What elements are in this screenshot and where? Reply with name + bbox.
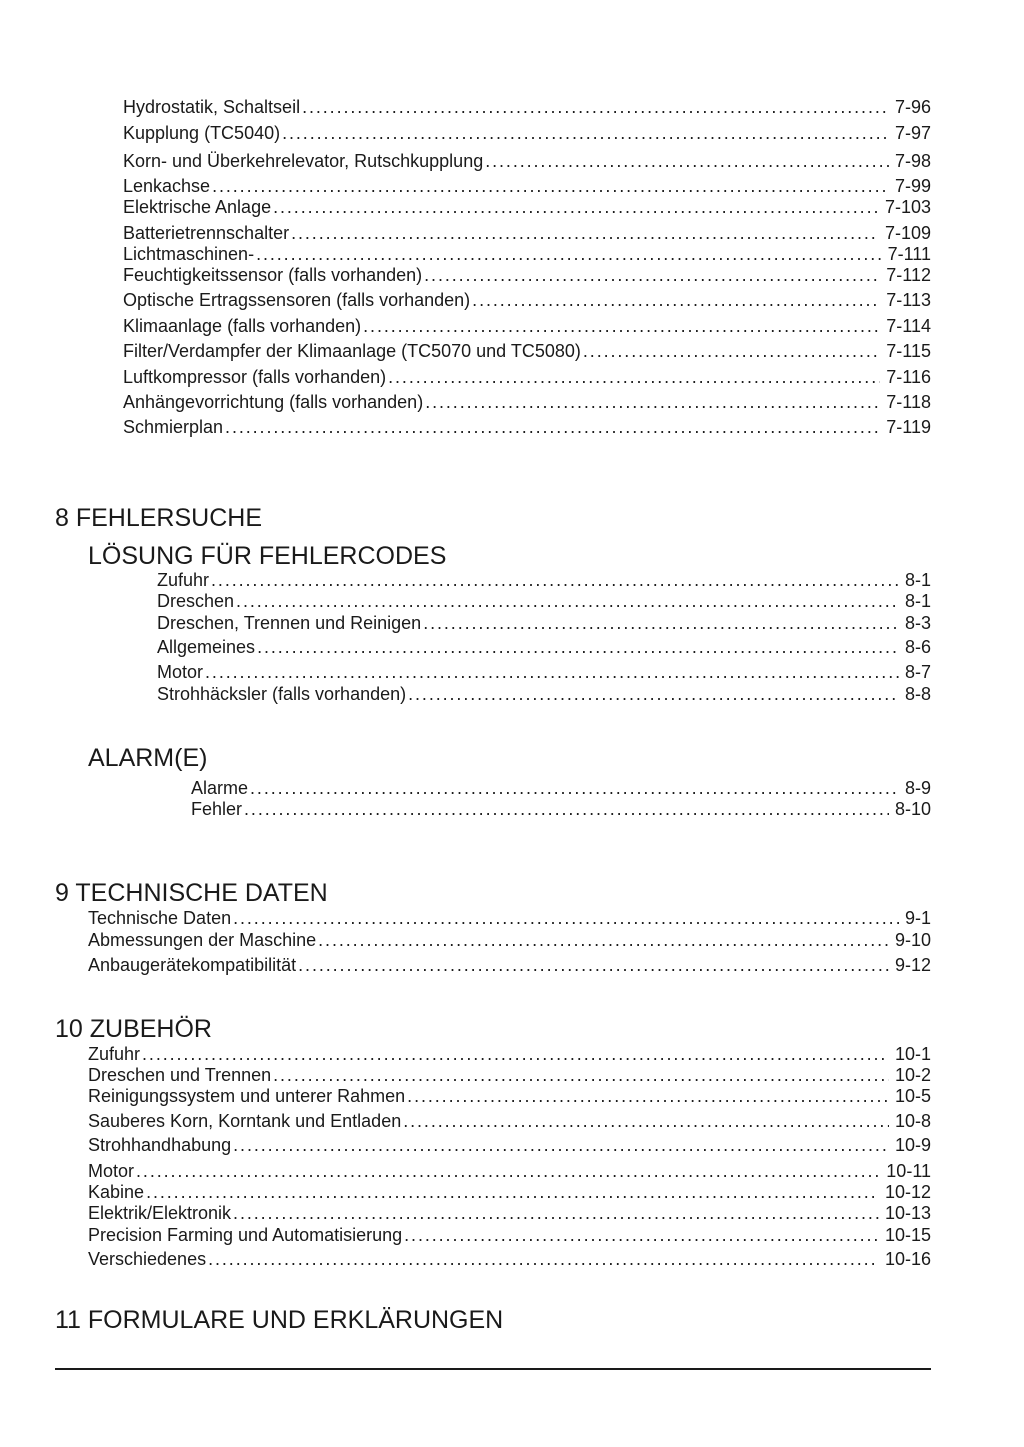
toc-entry-page: 9-10 — [894, 930, 931, 950]
toc-entry-page: 10-9 — [894, 1135, 931, 1155]
toc-entry-label: Lichtmaschinen- — [123, 244, 255, 264]
toc-entry[interactable] — [157, 635, 931, 657]
toc-entry-page: 7-114 — [886, 316, 931, 336]
toc-entry-label: Strohhandhabung — [88, 1135, 232, 1155]
section-heading[interactable]: ALARM(E) — [88, 744, 208, 772]
toc-entry[interactable] — [157, 682, 931, 704]
toc-entry-page: 10-15 — [884, 1225, 931, 1245]
toc-entry-label: Precision Farming und Automatisierung — [88, 1225, 403, 1245]
toc-entry-page: 10-12 — [884, 1182, 931, 1202]
toc-entry-label: Abmessungen der Maschine — [88, 930, 317, 950]
toc-entry-page: 8-7 — [904, 662, 931, 682]
chapter-heading[interactable]: 9 TECHNISCHE DATEN — [55, 879, 328, 907]
toc-entry-page: 8-8 — [904, 684, 931, 704]
chapter-heading[interactable]: 10 ZUBEHÖR — [55, 1015, 212, 1043]
toc-entry-label: Verschiedenes — [88, 1249, 207, 1269]
toc-entry-label: Kabine — [88, 1182, 145, 1202]
toc-entry[interactable] — [88, 1133, 931, 1155]
toc-entry-label: Anbaugerätekompatibilität — [88, 955, 297, 975]
toc-entry[interactable] — [157, 611, 931, 633]
toc-entry[interactable] — [123, 365, 931, 387]
toc-entry-label: Batterietrennschalter — [123, 223, 290, 243]
toc-entry-label: Lenkachse — [123, 176, 211, 196]
toc-entry[interactable] — [123, 314, 931, 336]
toc-entry[interactable] — [88, 1109, 931, 1131]
toc-entry-label: Reinigungssystem und unterer Rahmen — [88, 1086, 406, 1106]
toc-entry-page: 9-12 — [894, 955, 931, 975]
toc-entry-label: Hydrostatik, Schaltseil — [123, 97, 301, 117]
chapter-heading[interactable]: 11 FORMULARE UND ERKLÄRUNGEN — [55, 1306, 504, 1334]
toc-entry[interactable] — [123, 415, 931, 437]
toc-entry[interactable] — [123, 174, 931, 196]
toc-entry[interactable] — [123, 390, 931, 412]
toc-entry-label: Technische Daten — [88, 908, 232, 928]
toc-entry[interactable] — [88, 1159, 931, 1181]
toc-entry[interactable] — [157, 568, 931, 590]
toc-entry[interactable] — [88, 953, 931, 975]
toc-entry-page: 7-116 — [886, 367, 931, 387]
toc-entry[interactable] — [88, 928, 931, 950]
toc-entry-page: 7-111 — [887, 244, 931, 264]
toc-entry-page: 10-13 — [884, 1203, 931, 1223]
toc-entry-page: 8-10 — [894, 799, 931, 819]
toc-entry-label: Fehler — [191, 799, 243, 819]
toc-entry-label: Zufuhr — [88, 1044, 141, 1064]
toc-entry-label: Anhängevorrichtung (falls vorhanden) — [123, 392, 424, 412]
toc-entry[interactable] — [123, 195, 931, 217]
toc-entry-page: 7-112 — [886, 265, 931, 285]
toc-entry-label: Elektrik/Elektronik — [88, 1203, 232, 1223]
toc-entry-page: 8-1 — [904, 591, 931, 611]
toc-entry-label: Alarme — [191, 778, 249, 798]
toc-entry-page: 10-11 — [886, 1161, 931, 1181]
toc-entry-label: Dreschen, Trennen und Reinigen — [157, 613, 422, 633]
toc-entry[interactable] — [123, 339, 931, 361]
toc-entry-page: 8-3 — [904, 613, 931, 633]
toc-entry[interactable] — [157, 660, 931, 682]
toc-entry-label: Feuchtigkeitssensor (falls vorhanden) — [123, 265, 423, 285]
toc-entry-label: Kupplung (TC5040) — [123, 123, 281, 143]
toc-entry-label: Elektrische Anlage — [123, 197, 272, 217]
toc-entry-label: Filter/Verdampfer der Klimaanlage (TC5070 und TC5080) — [123, 341, 581, 361]
chapter-heading[interactable]: 8 FEHLERSUCHE — [55, 504, 262, 532]
toc-entry-label: Schmierplan — [123, 417, 224, 437]
toc-entry[interactable] — [123, 121, 931, 143]
toc-entry[interactable] — [123, 288, 931, 310]
toc-entry-page: 10-8 — [894, 1111, 931, 1131]
toc-entry[interactable] — [191, 776, 931, 798]
toc-entry[interactable] — [157, 589, 931, 611]
footer-rule — [55, 1368, 931, 1370]
toc-entry-page: 7-115 — [886, 341, 931, 361]
toc-entry-page: 7-113 — [886, 290, 931, 310]
toc-entry[interactable] — [123, 95, 931, 117]
toc-entry-page: 7-99 — [894, 176, 931, 196]
toc-entry-page: 8-1 — [904, 570, 931, 590]
toc-entry-label: Motor — [88, 1161, 135, 1181]
toc-entry-page: 10-2 — [894, 1065, 931, 1085]
toc-entry[interactable] — [88, 1223, 931, 1245]
toc-entry-page: 10-1 — [894, 1044, 931, 1064]
toc-entry-label: Dreschen und Trennen — [88, 1065, 272, 1085]
toc-entry-label: Motor — [157, 662, 204, 682]
toc-entry-page: 8-6 — [904, 637, 931, 657]
toc-entry[interactable] — [123, 242, 931, 264]
toc-entry-page: 7-97 — [894, 123, 931, 143]
toc-entry-page: 10-16 — [884, 1249, 931, 1269]
toc-entry[interactable] — [88, 906, 931, 928]
toc-entry[interactable] — [123, 149, 931, 171]
toc-entry[interactable] — [88, 1180, 931, 1202]
toc-entry-page: 7-109 — [884, 223, 931, 243]
toc-entry[interactable] — [88, 1084, 931, 1106]
toc-entry-label: Sauberes Korn, Korntank und Entladen — [88, 1111, 402, 1131]
toc-entry-label: Strohhäcksler (falls vorhanden) — [157, 684, 407, 704]
toc-entry-label: Klimaanlage (falls vorhanden) — [123, 316, 362, 336]
toc-entry[interactable] — [123, 221, 931, 243]
toc-entry-page: 7-119 — [886, 417, 931, 437]
toc-entry-page: 7-103 — [884, 197, 931, 217]
toc-entry-page: 7-118 — [886, 392, 931, 412]
toc-entry-label: Allgemeines — [157, 637, 256, 657]
toc-entry[interactable] — [88, 1042, 931, 1064]
toc-entry[interactable] — [88, 1201, 931, 1223]
toc-entry-page: 10-5 — [894, 1086, 931, 1106]
section-heading[interactable]: LÖSUNG FÜR FEHLERCODES — [88, 542, 447, 570]
toc-entry[interactable] — [123, 263, 931, 285]
toc-entry-label: Zufuhr — [157, 570, 210, 590]
toc-entry[interactable] — [191, 797, 931, 819]
toc-entry-label: Korn- und Überkehrelevator, Rutschkupplung — [123, 151, 484, 171]
toc-entry[interactable] — [88, 1247, 931, 1269]
toc-entry-page: 8-9 — [904, 778, 931, 798]
toc-entry-label: Optische Ertragssensoren (falls vorhanden) — [123, 290, 471, 310]
toc-entry-label: Dreschen — [157, 591, 235, 611]
toc-entry-page: 9-1 — [904, 908, 931, 928]
toc-entry-page: 7-98 — [894, 151, 931, 171]
toc-entry-page: 7-96 — [894, 97, 931, 117]
toc-entry[interactable] — [88, 1063, 931, 1085]
toc-entry-label: Luftkompressor (falls vorhanden) — [123, 367, 387, 387]
